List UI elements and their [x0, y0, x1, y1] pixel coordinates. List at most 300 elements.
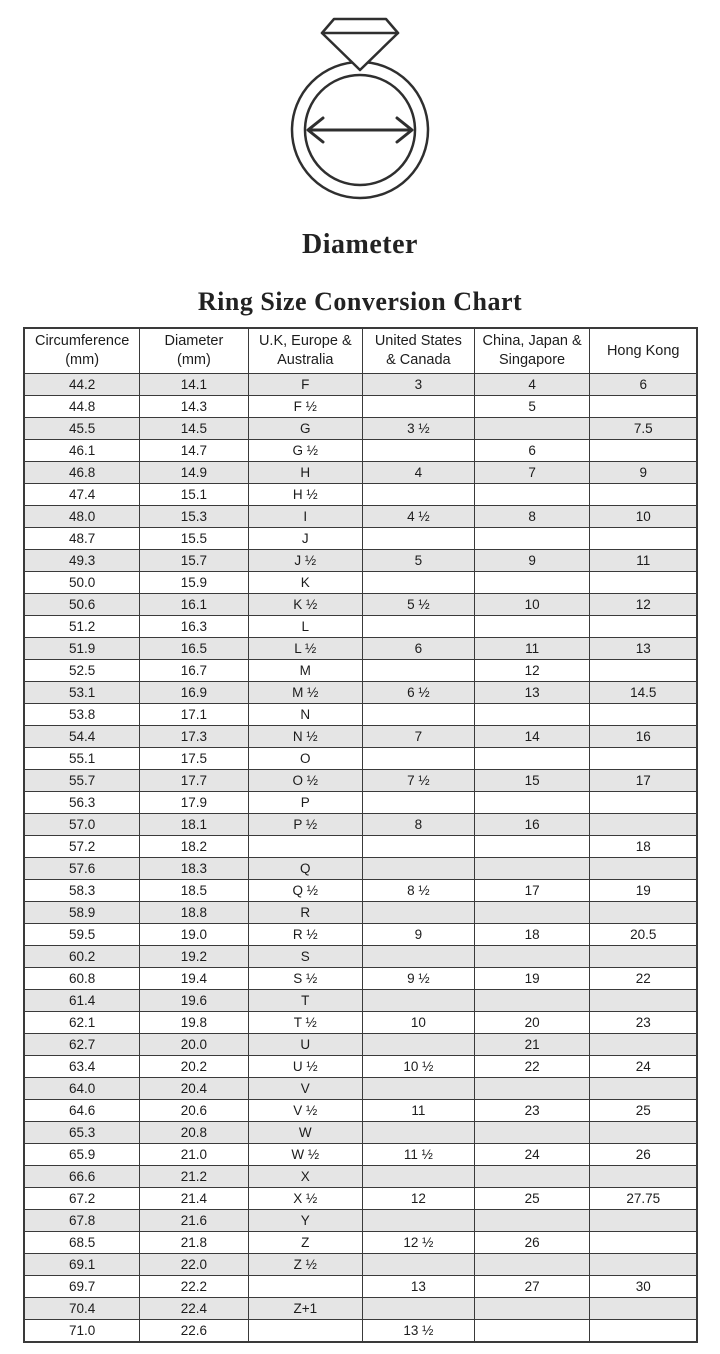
table-cell: 19.0 [140, 924, 248, 946]
table-cell: 19.8 [140, 1012, 248, 1034]
table-cell: H [248, 462, 362, 484]
table-cell: 18 [590, 836, 697, 858]
table-row [24, 550, 697, 572]
table-cell: 57.0 [24, 814, 140, 836]
table-cell: 16 [590, 726, 697, 748]
table-cell: H ½ [248, 484, 362, 506]
table-cell: 5 ½ [363, 594, 475, 616]
table-cell: K [248, 572, 362, 594]
table-cell: Y [248, 1210, 362, 1232]
table-row [24, 594, 697, 616]
table-cell [474, 1298, 590, 1320]
table-row [24, 638, 697, 660]
table-cell: 71.0 [24, 1320, 140, 1343]
table-cell: 62.1 [24, 1012, 140, 1034]
table-cell: 17.3 [140, 726, 248, 748]
table-cell: 8 [363, 814, 475, 836]
table-cell [474, 902, 590, 924]
table-cell: 10 ½ [363, 1056, 475, 1078]
conversion-table-wrap [0, 317, 720, 1354]
table-row [24, 374, 697, 396]
table-row [24, 1232, 697, 1254]
table-body [24, 374, 697, 1343]
table-cell: 8 [474, 506, 590, 528]
table-cell: 22 [474, 1056, 590, 1078]
table-cell [363, 1034, 475, 1056]
table-cell: 67.2 [24, 1188, 140, 1210]
table-cell: Q [248, 858, 362, 880]
table-cell: 23 [590, 1012, 697, 1034]
table-cell: 15.1 [140, 484, 248, 506]
table-cell: 51.9 [24, 638, 140, 660]
table-cell: K ½ [248, 594, 362, 616]
table-row [24, 924, 697, 946]
table-cell: 26 [474, 1232, 590, 1254]
table-cell [363, 660, 475, 682]
table-cell: W [248, 1122, 362, 1144]
table-cell: 12 ½ [363, 1232, 475, 1254]
table-cell [363, 946, 475, 968]
table-cell: 69.1 [24, 1254, 140, 1276]
table-cell: F ½ [248, 396, 362, 418]
table-cell: R ½ [248, 924, 362, 946]
table-cell: 17.5 [140, 748, 248, 770]
table-cell [590, 572, 697, 594]
table-cell: 25 [590, 1100, 697, 1122]
table-cell [474, 616, 590, 638]
table-cell [474, 836, 590, 858]
table-cell [363, 836, 475, 858]
table-cell [474, 990, 590, 1012]
table-cell: 9 ½ [363, 968, 475, 990]
table-cell: 18.3 [140, 858, 248, 880]
table-cell [474, 1166, 590, 1188]
table-cell [474, 792, 590, 814]
table-cell: 13 [590, 638, 697, 660]
table-cell: 54.4 [24, 726, 140, 748]
table-cell [363, 1210, 475, 1232]
table-cell [474, 946, 590, 968]
table-cell [363, 484, 475, 506]
table-row [24, 1100, 697, 1122]
table-cell: V [248, 1078, 362, 1100]
table-cell: 27.75 [590, 1188, 697, 1210]
table-cell: 22.0 [140, 1254, 248, 1276]
table-cell [590, 528, 697, 550]
table-cell: 3 [363, 374, 475, 396]
table-cell [363, 748, 475, 770]
table-cell: I [248, 506, 362, 528]
table-cell: J [248, 528, 362, 550]
table-cell [248, 1276, 362, 1298]
table-cell [363, 990, 475, 1012]
table-cell: L [248, 616, 362, 638]
table-cell: 5 [363, 550, 475, 572]
table-row [24, 1320, 697, 1343]
table-cell [590, 1078, 697, 1100]
table-cell: 21 [474, 1034, 590, 1056]
column-header-circumference-mm: Circumference (mm) [24, 328, 140, 374]
table-row [24, 1144, 697, 1166]
table-cell: F [248, 374, 362, 396]
table-cell: 49.3 [24, 550, 140, 572]
table-cell [248, 836, 362, 858]
table-cell: 58.3 [24, 880, 140, 902]
table-cell [590, 990, 697, 1012]
table-cell: 46.8 [24, 462, 140, 484]
table-cell: 20.8 [140, 1122, 248, 1144]
table-cell: 11 [363, 1100, 475, 1122]
table-row [24, 704, 697, 726]
table-cell [590, 814, 697, 836]
table-cell [590, 1232, 697, 1254]
table-cell [363, 1078, 475, 1100]
table-cell: G [248, 418, 362, 440]
table-cell: 3 ½ [363, 418, 475, 440]
table-cell [474, 704, 590, 726]
table-cell: 4 [363, 462, 475, 484]
table-cell: 16.5 [140, 638, 248, 660]
table-cell: 70.4 [24, 1298, 140, 1320]
table-cell [363, 1298, 475, 1320]
diameter-arrow [308, 118, 412, 142]
table-cell [363, 902, 475, 924]
table-cell [590, 1320, 697, 1343]
table-cell: 15.3 [140, 506, 248, 528]
table-cell: 56.3 [24, 792, 140, 814]
table-row [24, 1276, 697, 1298]
table-row [24, 506, 697, 528]
table-cell: 48.0 [24, 506, 140, 528]
table-cell: 22.4 [140, 1298, 248, 1320]
table-row [24, 946, 697, 968]
table-cell [474, 1122, 590, 1144]
table-cell: 7 ½ [363, 770, 475, 792]
table-cell [590, 660, 697, 682]
table-cell: 6 ½ [363, 682, 475, 704]
table-cell: 15.5 [140, 528, 248, 550]
table-cell [363, 792, 475, 814]
table-cell [590, 616, 697, 638]
table-row [24, 1056, 697, 1078]
column-header-diameter-mm: Diameter (mm) [140, 328, 248, 374]
diameter-label: Diameter [302, 229, 418, 260]
table-row [24, 1298, 697, 1320]
table-cell: Z ½ [248, 1254, 362, 1276]
table-cell [474, 418, 590, 440]
table-row [24, 880, 697, 902]
table-cell: 12 [590, 594, 697, 616]
table-row [24, 902, 697, 924]
table-cell: O [248, 748, 362, 770]
table-cell: 64.6 [24, 1100, 140, 1122]
table-cell: 20.2 [140, 1056, 248, 1078]
table-cell: 17.7 [140, 770, 248, 792]
table-cell: 47.4 [24, 484, 140, 506]
table-cell: 45.5 [24, 418, 140, 440]
table-cell: 25 [474, 1188, 590, 1210]
table-row [24, 682, 697, 704]
table-cell: 20.0 [140, 1034, 248, 1056]
table-cell: 20.6 [140, 1100, 248, 1122]
table-cell: U ½ [248, 1056, 362, 1078]
table-row [24, 858, 697, 880]
table-cell: J ½ [248, 550, 362, 572]
table-cell [363, 704, 475, 726]
table-cell: 15.7 [140, 550, 248, 572]
table-cell: 4 ½ [363, 506, 475, 528]
table-row [24, 396, 697, 418]
table-cell [590, 704, 697, 726]
table-cell: 44.8 [24, 396, 140, 418]
table-cell: 10 [363, 1012, 475, 1034]
table-cell: 30 [590, 1276, 697, 1298]
table-cell: 60.8 [24, 968, 140, 990]
table-cell: X ½ [248, 1188, 362, 1210]
table-cell: 12 [363, 1188, 475, 1210]
table-row [24, 418, 697, 440]
table-cell: T ½ [248, 1012, 362, 1034]
table-cell: 14.9 [140, 462, 248, 484]
table-cell [474, 484, 590, 506]
table-cell: 53.8 [24, 704, 140, 726]
table-row [24, 748, 697, 770]
table-cell [363, 440, 475, 462]
page-title: Ring Size Conversion Chart [197, 287, 523, 316]
table-cell: 13 ½ [363, 1320, 475, 1343]
table-row [24, 484, 697, 506]
table-cell: 16.3 [140, 616, 248, 638]
table-cell [590, 484, 697, 506]
table-cell: 59.5 [24, 924, 140, 946]
table-cell [474, 1254, 590, 1276]
table-cell: S ½ [248, 968, 362, 990]
table-cell: 11 [590, 550, 697, 572]
table-cell [590, 858, 697, 880]
table-cell: 50.0 [24, 572, 140, 594]
table-row [24, 1122, 697, 1144]
table-cell: 6 [590, 374, 697, 396]
table-cell [474, 528, 590, 550]
table-cell: 24 [474, 1144, 590, 1166]
table-cell: P ½ [248, 814, 362, 836]
table-cell: 19 [590, 880, 697, 902]
table-cell: 20 [474, 1012, 590, 1034]
table-cell: 22 [590, 968, 697, 990]
table-cell [590, 1210, 697, 1232]
table-cell: G ½ [248, 440, 362, 462]
table-row [24, 440, 697, 462]
table-cell: 19.4 [140, 968, 248, 990]
table-cell: T [248, 990, 362, 1012]
table-cell: 69.7 [24, 1276, 140, 1298]
table-cell: 23 [474, 1100, 590, 1122]
table-cell: 17 [474, 880, 590, 902]
table-cell [590, 1298, 697, 1320]
table-cell: 14.5 [140, 418, 248, 440]
table-cell: 14.3 [140, 396, 248, 418]
ring-diagram-section [0, 12, 720, 261]
table-cell: P [248, 792, 362, 814]
table-cell: 19.2 [140, 946, 248, 968]
table-cell: 10 [590, 506, 697, 528]
table-cell: 52.5 [24, 660, 140, 682]
table-cell: 16.7 [140, 660, 248, 682]
table-cell: 18.8 [140, 902, 248, 924]
column-header-china-japan-singapore: China, Japan & Singapore [474, 328, 590, 374]
table-cell: 14.7 [140, 440, 248, 462]
table-cell: 22.2 [140, 1276, 248, 1298]
table-row [24, 814, 697, 836]
table-cell: 7 [474, 462, 590, 484]
table-row [24, 726, 697, 748]
table-cell [590, 748, 697, 770]
table-cell [248, 1320, 362, 1343]
table-cell: 6 [474, 440, 590, 462]
table-cell [474, 748, 590, 770]
table-cell: 16.1 [140, 594, 248, 616]
table-cell: Z [248, 1232, 362, 1254]
table-cell: 50.6 [24, 594, 140, 616]
table-cell: M [248, 660, 362, 682]
column-header-us-canada: United States & Canada [363, 328, 475, 374]
table-cell: 17 [590, 770, 697, 792]
table-cell: N [248, 704, 362, 726]
table-row [24, 968, 697, 990]
table-cell: 21.4 [140, 1188, 248, 1210]
table-cell: 27 [474, 1276, 590, 1298]
table-cell: U [248, 1034, 362, 1056]
table-cell [474, 1320, 590, 1343]
table-cell: 10 [474, 594, 590, 616]
table-cell: 65.9 [24, 1144, 140, 1166]
table-cell: W ½ [248, 1144, 362, 1166]
table-row [24, 1034, 697, 1056]
table-cell: M ½ [248, 682, 362, 704]
table-row [24, 528, 697, 550]
diamond-ring-icon [279, 12, 441, 208]
table-cell: 19 [474, 968, 590, 990]
table-cell: 57.2 [24, 836, 140, 858]
table-cell: 64.0 [24, 1078, 140, 1100]
table-cell: 68.5 [24, 1232, 140, 1254]
table-row [24, 792, 697, 814]
table-cell [590, 1166, 697, 1188]
table-cell: 13 [474, 682, 590, 704]
table-cell: O ½ [248, 770, 362, 792]
table-cell: 16.9 [140, 682, 248, 704]
table-cell: 9 [474, 550, 590, 572]
table-header-row [24, 328, 697, 374]
table-cell [590, 792, 697, 814]
table-cell: 44.2 [24, 374, 140, 396]
table-cell: 14.5 [590, 682, 697, 704]
table-row [24, 1166, 697, 1188]
table-row [24, 1254, 697, 1276]
table-cell: 8 ½ [363, 880, 475, 902]
table-cell: 18 [474, 924, 590, 946]
table-cell: X [248, 1166, 362, 1188]
table-cell [363, 572, 475, 594]
table-cell [474, 1078, 590, 1100]
diamond-icon [322, 19, 398, 70]
table-cell: Q ½ [248, 880, 362, 902]
table-cell [363, 858, 475, 880]
table-cell [590, 1254, 697, 1276]
table-row [24, 1078, 697, 1100]
table-cell [363, 528, 475, 550]
table-cell: V ½ [248, 1100, 362, 1122]
table-cell [590, 440, 697, 462]
table-cell: 21.2 [140, 1166, 248, 1188]
table-cell [474, 1210, 590, 1232]
table-row [24, 1210, 697, 1232]
table-cell: 55.7 [24, 770, 140, 792]
table-cell: 5 [474, 396, 590, 418]
table-cell: 15 [474, 770, 590, 792]
table-cell [363, 1254, 475, 1276]
table-cell [590, 946, 697, 968]
table-cell: 67.8 [24, 1210, 140, 1232]
ring-size-conversion-table [23, 327, 698, 1343]
table-cell: 14.1 [140, 374, 248, 396]
table-cell [363, 616, 475, 638]
table-cell: 55.1 [24, 748, 140, 770]
table-cell [474, 572, 590, 594]
table-cell [363, 1166, 475, 1188]
table-cell: 12 [474, 660, 590, 682]
table-row [24, 1012, 697, 1034]
table-cell: 53.1 [24, 682, 140, 704]
table-cell: 4 [474, 374, 590, 396]
table-cell [363, 1122, 475, 1144]
table-row [24, 572, 697, 594]
table-cell: 21.8 [140, 1232, 248, 1254]
table-cell: R [248, 902, 362, 924]
table-row [24, 660, 697, 682]
table-cell: 61.4 [24, 990, 140, 1012]
table-cell: 7 [363, 726, 475, 748]
table-row [24, 990, 697, 1012]
table-row [24, 616, 697, 638]
table-cell: 11 [474, 638, 590, 660]
table-cell: 11 ½ [363, 1144, 475, 1166]
table-cell: 17.1 [140, 704, 248, 726]
table-cell: 20.4 [140, 1078, 248, 1100]
table-cell: S [248, 946, 362, 968]
table-cell: 19.6 [140, 990, 248, 1012]
table-cell: 66.6 [24, 1166, 140, 1188]
table-cell: 51.2 [24, 616, 140, 638]
table-cell: 58.9 [24, 902, 140, 924]
table-cell: 24 [590, 1056, 697, 1078]
table-cell: 65.3 [24, 1122, 140, 1144]
table-cell: 46.1 [24, 440, 140, 462]
table-cell [590, 396, 697, 418]
table-cell [590, 902, 697, 924]
table-row [24, 770, 697, 792]
table-cell: 21.6 [140, 1210, 248, 1232]
column-header-uk-europe-australia: U.K, Europe & Australia [248, 328, 362, 374]
table-cell: 21.0 [140, 1144, 248, 1166]
table-cell: 20.5 [590, 924, 697, 946]
table-cell: Z+1 [248, 1298, 362, 1320]
table-cell: 18.5 [140, 880, 248, 902]
table-cell: 9 [363, 924, 475, 946]
table-cell: 63.4 [24, 1056, 140, 1078]
table-cell: 60.2 [24, 946, 140, 968]
table-row [24, 836, 697, 858]
